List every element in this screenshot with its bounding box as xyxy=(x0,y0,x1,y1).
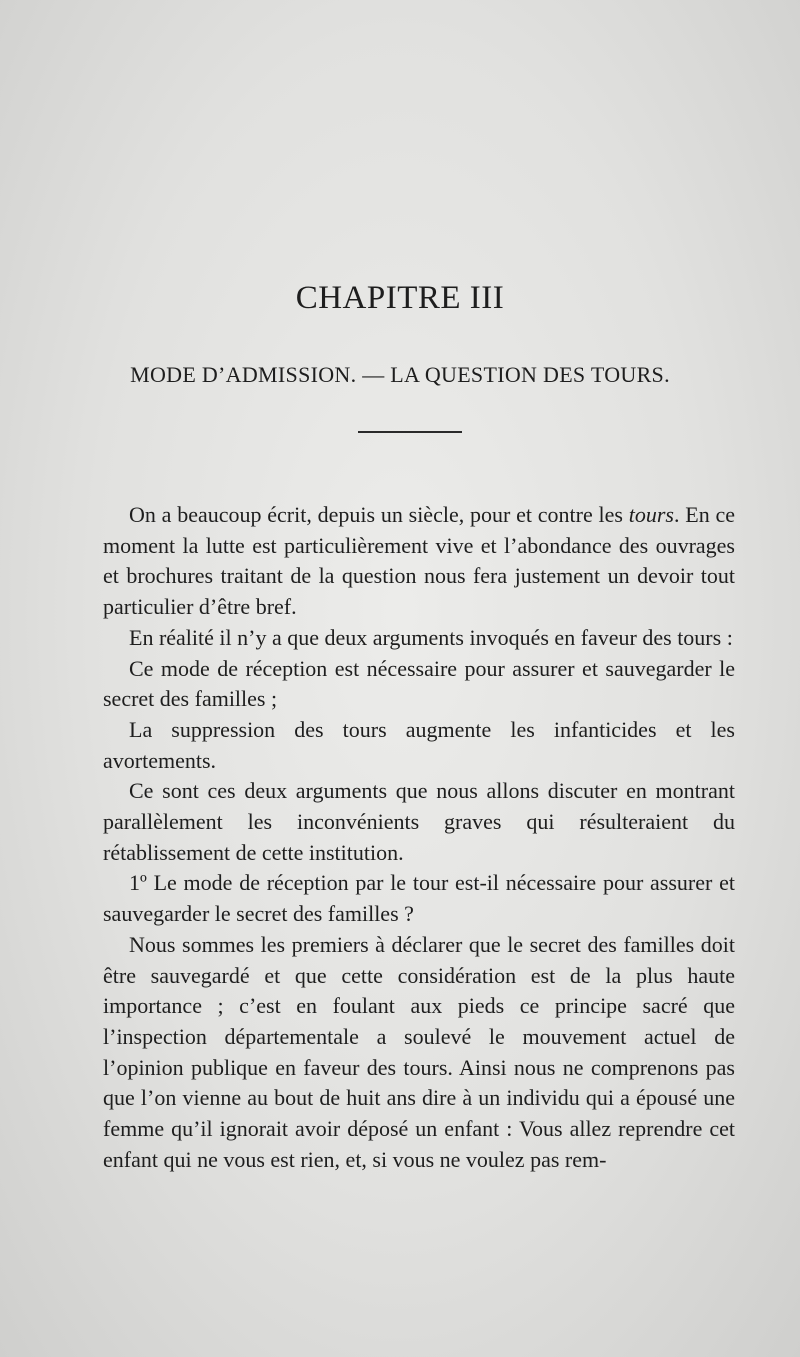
paragraph-5: Ce sont ces deux arguments que nous allons discuter en montrant parallèlement les inconvénients graves qui résulteraient du rétablissement de cette institution. xyxy=(103,778,735,865)
paragraph-6: 1º Le mode de réception par le tour est-il nécessaire pour assurer et sauvegarder le secret des familles ? xyxy=(103,870,735,927)
divider-rule xyxy=(358,431,462,433)
paragraph-7: Nous sommes les premiers à déclarer que le secret des familles doit être sauvegardé et que cette considération est de la plus haute importance ; c’est en foulant aux pieds ce principe sacré que l’inspection départementale a soulevé le mouvement actuel de l’opinion publique en faveur des tours. Ainsi nous ne comprenons pas que l’on vienne au bout de huit ans dire à un individu qui a épousé une femme qu’il ignorait avoir déposé un enfant : Vous allez reprendre cet enfant qui ne vous est rien, et, si vous ne voulez pas rem- xyxy=(103,931,735,1172)
paragraph-3: Ce mode de réception est nécessaire pour assurer et sauvegarder le secret des familles ; xyxy=(103,655,735,712)
chapter-title: CHAPITRE III xyxy=(295,280,505,316)
paragraph-1 xyxy=(103,500,735,623)
paragraph-1-part-a: On a beaucoup écrit, depuis un siècle, pour et contre les xyxy=(129,502,629,527)
emphasis-tours: tours xyxy=(628,502,674,527)
body-text xyxy=(103,500,735,1175)
paragraph-2: En réalité il n’y a que deux arguments invoqués en faveur des tours : xyxy=(129,624,733,650)
paragraph-4: La suppression des tours augmente les infanticides et les avortements. xyxy=(103,716,735,773)
chapter-subtitle: MODE D’ADMISSION. — LA QUESTION DES TOURS. xyxy=(130,362,670,387)
paragraph-1-part-b: . En ce moment la lutte est particulièrement vive et l’abondance des ouvrages et brochures traitant de la question nous fera justement un devoir tout particulier d’être bref. xyxy=(103,502,736,620)
